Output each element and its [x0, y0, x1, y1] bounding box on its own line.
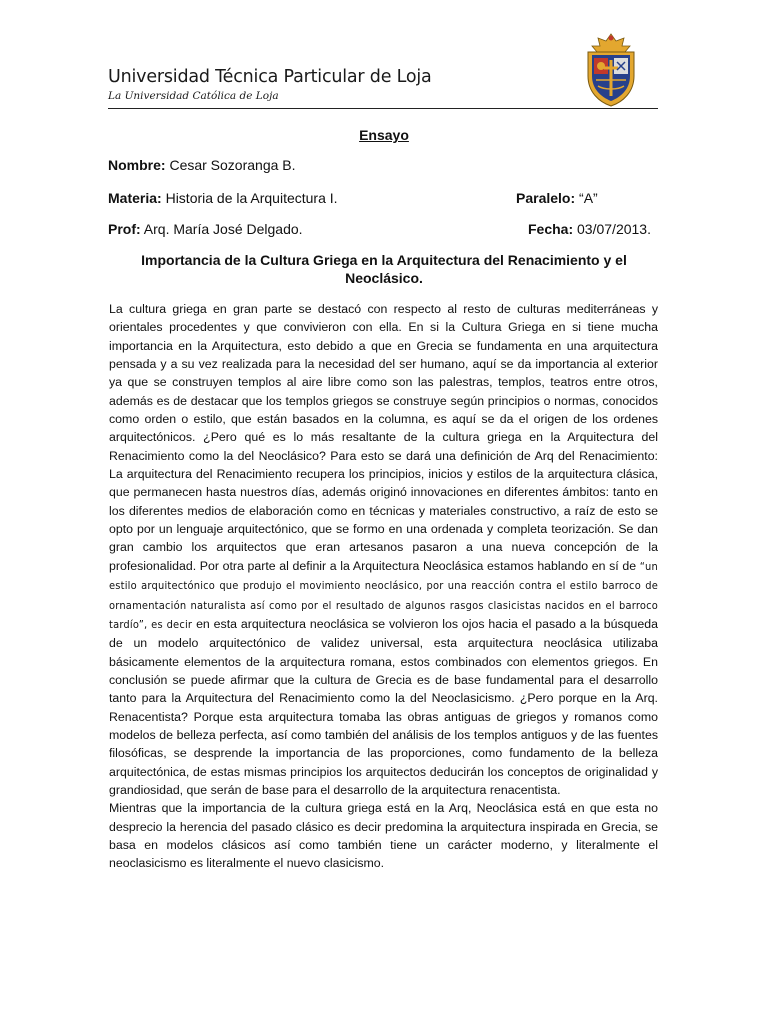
- neoclassical-quote: “un estilo arquitectónico que produjo el movimiento neoclásico, por una reacción contra el estilo barroco de ornamentación naturalista así como por el resultado de algunos rasgos clasicistas nacidos en el barroco tardío”, es decir: [109, 559, 658, 631]
- professor-row: [108, 220, 658, 238]
- nombre-label: Nombre:: [108, 157, 166, 173]
- paralelo-value: “A”: [575, 190, 598, 206]
- subject-row: [108, 189, 658, 207]
- paralelo-field: [516, 189, 598, 207]
- prof-value: Arq. María José Delgado.: [140, 221, 303, 237]
- header-divider: [108, 108, 658, 109]
- student-name-row: [108, 156, 658, 174]
- university-tagline: La Universidad Católica de Loja: [108, 90, 279, 102]
- fecha-value: 03/07/2013.: [573, 221, 651, 237]
- paragraph-1-part-a: La cultura griega en gran parte se destacó con respecto al resto de culturas mediterráneas y orientales procedentes y que convivieron con ella. En si la Cultura Griega en si tiene mucha importancia en la Arquitectura, esto debido a que en Grecia se fundamenta en una arquitectura pensada y a su vez realizada para la necesidad del ser humano, aquí se da importancia al exterior ya que se construyen templos al aire libre como son las palestras, templos, teatros entre otros, además es de destacar que los templos griegos se construye según principios o normas, conocidos como orden o estilo, que están basados en la columna, es aquí se da el origen de los ordenes arquitectónicos. ¿Pero qué es lo más resaltante de la cultura griega en la Arquitectura del Renacimiento como la del Neoclásico? Para esto se dará una definición de Arq del Renacimiento: La arquitectura del Renacimiento recupera los principios, inicios y estilos de la arquitectura clásica, que permanecen hasta nuestros días, además originó innovaciones en diferentes ámbitos: tanto en los diferentes medios de elaboración como en técnicas y materiales constructivo, a raíz de esto se opto por un lenguaje arquitectónico, que se formo en una ordenada y completa teorización. Se dan gran cambio los arquitectos que eran artesanos pasaron a una nueva concepción de la profesionalidad. Por otra parte al definir a la Arquitectura Neoclásica estamos hablando en sí de: [109, 302, 658, 573]
- essay-body: [109, 300, 658, 873]
- nombre-value: Cesar Sozoranga B.: [165, 157, 296, 173]
- paragraph-1: [109, 300, 658, 799]
- essay-subtitle: Importancia de la Cultura Griega en la Arquitectura del Renacimiento y el Neoclásico.: [141, 252, 627, 286]
- university-name: Universidad Técnica Particular de Loja: [108, 67, 432, 87]
- university-crest-logo: [580, 32, 642, 108]
- fecha-label: Fecha:: [528, 221, 574, 237]
- document-title: Ensayo: [359, 127, 409, 143]
- materia-value: Historia de la Arquitectura I.: [161, 190, 338, 206]
- letterhead: [108, 66, 658, 103]
- prof-label: Prof:: [108, 221, 141, 237]
- paralelo-label: Paralelo:: [516, 190, 576, 206]
- paragraph-2: Mientras que la importancia de la cultura griega está en la Arq, Neoclásica está en que esta no desprecio la herencia del pasado clásico es decir predomina la arquitectura inspirada en Grecia, se basa en modelos clásicos así como también tiene un carácter moderno, y literalmente el neoclasicismo es literalmente el nuevo clasicismo.: [109, 801, 658, 871]
- materia-label: Materia:: [108, 190, 162, 206]
- paragraph-1-part-b: en esta arquitectura neoclásica se volvieron los ojos hacia el pasado a la búsqueda de un modelo arquitectónico de validez universal, esta arquitectura neoclásica utilizaba básicamente elementos de la arquitectura romana, estos combinados con elementos griegos. En conclusión se puede afirmar que la cultura de Grecia es de base fundamental para el desarrollo tanto para la Arquitectura del Renacimiento como la del Neoclasicismo. ¿Pero porque en la Arq. Renacentista? Porque esta arquitectura tomaba las obras antiguas de griegos y romanos como modelos de belleza perfecta, así como también del análisis de los templos antiguos y de las fuentes filosóficas, se desprende la importancia de las proporciones, como fundamento de la belleza arquitectónica, de estas mismas principios los arquitectos deducirán los conceptos de originalidad y grandiosidad, que serán de base para el desarrollo de la arquitectura renacentista.: [109, 616, 658, 797]
- fecha-field: [528, 220, 651, 238]
